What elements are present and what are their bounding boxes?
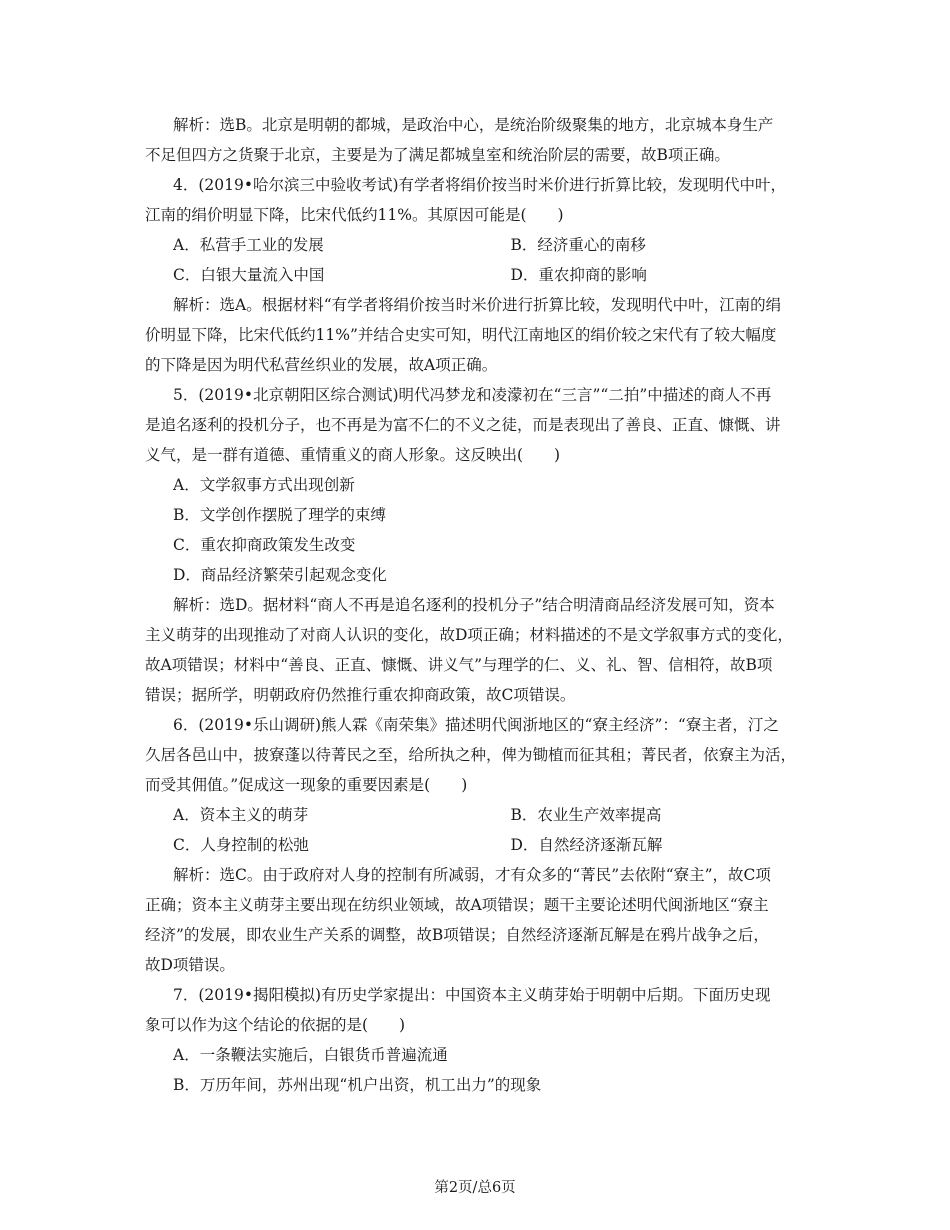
text-line: 解析：选A。根据材料“有学者将绢价按当时米价进行折算比较，发现明代中叶，江南的绢 [173, 296, 782, 314]
text-line: 故A项错误；材料中“善良、正直、慷慨、讲义气”与理学的仁、义、礼、智、信相符，故B项 [145, 656, 773, 674]
option-row [145, 230, 820, 260]
text-line: 象可以作为这个结论的依据的是( ) [145, 1016, 406, 1034]
answer-option: C．白银大量流入中国 [173, 266, 325, 284]
text-line: 7．(2019•揭阳模拟)有历史学家提出：中国资本主义萌芽始于明朝中后期。下面历史现 [173, 986, 771, 1004]
text-line: D．商品经济繁荣引起观念变化 [173, 566, 387, 584]
text-line: 5．(2019•北京朝阳区综合测试)明代冯梦龙和凌濛初在“三言”“二拍”中描述的商人不再 [173, 386, 772, 404]
answer-option: D．重农抑商的影响 [510, 266, 647, 284]
option-row [145, 800, 820, 830]
text-line: 错误；据所学，明朝政府仍然推行重农抑商政策，故C项错误。 [145, 686, 576, 704]
text-line: 江南的绢价明显下降，比宋代低约11%。其原因可能是( ) [145, 206, 564, 224]
text-line: 解析：选C。由于政府对人身的控制有所减弱，才有众多的“菁民”去依附“寮主”，故C项 [173, 866, 771, 884]
text-line: 解析：选D。据材料“商人不再是追名逐利的投机分子”结合明清商品经济发展可知，资本 [173, 596, 775, 614]
text-line: 义气，是一群有道德、重情重义的商人形象。这反映出( ) [145, 446, 561, 464]
document-body [145, 110, 820, 1100]
text-line: C．重农抑商政策发生改变 [173, 536, 356, 554]
text-line: 的下降是因为明代私营丝织业的发展，故A项正确。 [145, 356, 498, 374]
answer-option: B．农业生产效率提高 [510, 806, 662, 824]
text-line: A．一条鞭法实施后，白银货币普遍流通 [173, 1046, 448, 1064]
text-line: 主义萌芽的出现推动了对商人认识的变化，故D项正确；材料描述的不是文学叙事方式的变化， [145, 626, 793, 644]
page-footer: 第2页/总6页 [434, 1180, 516, 1196]
text-line: 正确；资本主义萌芽主要出现在纺织业领域，故A项错误；题干主要论述明代闽浙地区“寮主 [145, 896, 769, 914]
text-line: B．万历年间，苏州出现“机户出资，机工出力”的现象 [173, 1076, 542, 1094]
text-line: 是追名逐利的投机分子，也不再是为富不仁的不义之徒，而是表现出了善良、正直、慷慨、讲 [145, 416, 781, 434]
text-line: A．文学叙事方式出现创新 [173, 476, 355, 494]
answer-option: A．资本主义的萌芽 [173, 806, 309, 824]
text-line: 价明显下降，比宋代低约11%”并结合史实可知，明代江南地区的绢价较之宋代有了较大幅度 [145, 326, 777, 344]
answer-option: C．人身控制的松弛 [173, 836, 309, 854]
answer-option: D．自然经济逐渐瓦解 [510, 836, 663, 854]
text-line: 久居各邑山中，披寮蓬以待菁民之至，给所执之种，俾为锄植而征其租；菁民者，依寮主为活， [145, 746, 797, 764]
text-line: 6．(2019•乐山调研)熊人霖《南荣集》描述明代闽浙地区的“寮主经济”：“寮主者，汀之 [173, 716, 779, 734]
text-line: 4．(2019•哈尔滨三中验收考试)有学者将绢价按当时米价进行折算比较，发现明代中叶， [173, 176, 787, 194]
text-line: 经济”的发展，即农业生产关系的调整，故B项错误；自然经济逐渐瓦解是在鸦片战争之后， [145, 926, 769, 944]
answer-option: A．私营手工业的发展 [173, 236, 324, 254]
text-line: 不足但四方之货聚于北京，主要是为了满足都城皇室和统治阶层的需要，故B项正确。 [145, 146, 730, 164]
text-line: 故D项错误。 [145, 956, 235, 974]
text-line: B．文学创作摆脱了理学的束缚 [173, 506, 386, 524]
answer-option: B．经济重心的南移 [510, 236, 646, 254]
option-row [145, 830, 820, 860]
option-row [145, 260, 820, 290]
text-line: 而受其佣值。”促成这一现象的重要因素是( ) [145, 776, 468, 794]
text-line: 解析：选B。北京是明朝的都城，是政治中心，是统治阶级聚集的地方，北京城本身生产 [173, 116, 774, 134]
